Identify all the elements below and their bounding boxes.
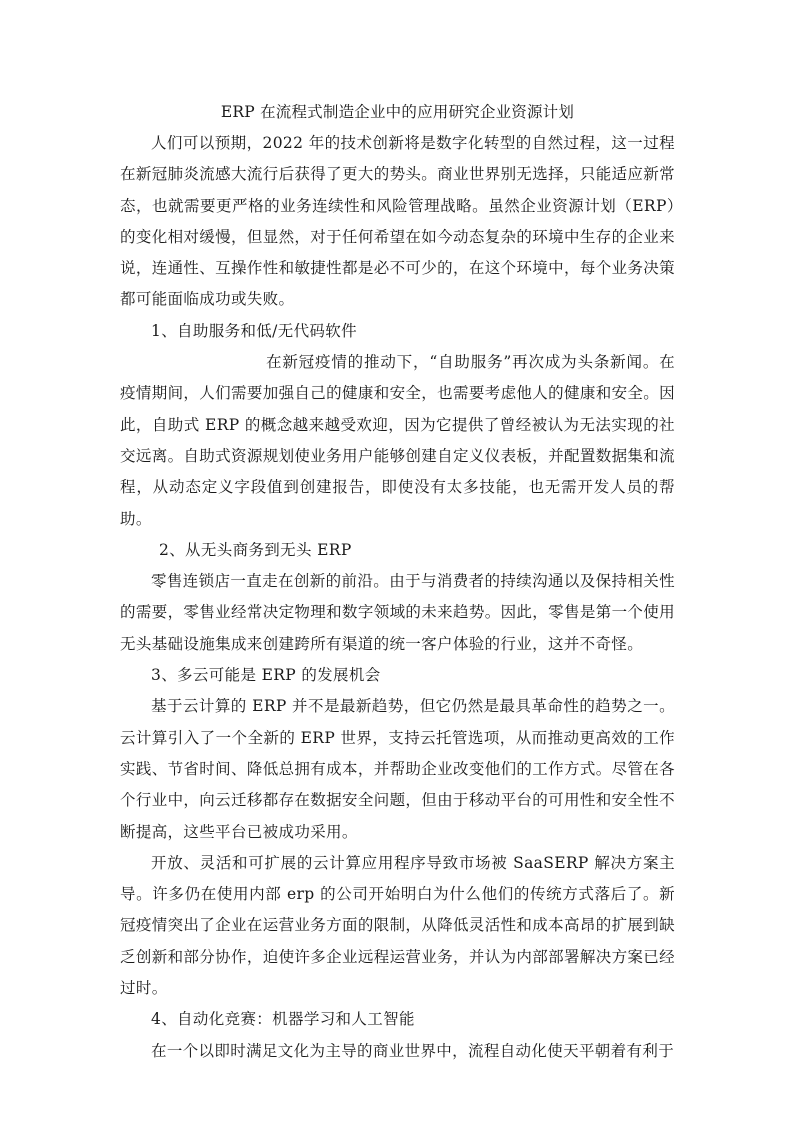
section-4-heading: 4、自动化竞赛：机器学习和人工智能 <box>151 1010 415 1029</box>
section-1-paragraph: 在新冠疫情的推动下，“自助服务”再次成为头条新闻。在疫情期间，人们需要加强自己的健康和安全，也需要考虑他人的健康和安全。因此，自助式 ERP 的概念越来越受欢迎，因为它提供了曾经被认为无法实现的社交远离。自助式资源规划使业务用户能够创建自定义仪表板，并配置数据集和流程，从动态定义字段值到创建报告，即使没有太多技能，也无需开发人员的帮助。 <box>120 353 675 528</box>
section-3-paragraph-1: 基于云计算的 ERP 并不是最新趋势，但它仍然是最具革命性的趋势之一。云计算引入了一个全新的 ERP 世界，支持云托管选项，从而推动更高效的工作实践、节省时间、降低总拥有成本，并帮助企业改变他们的工作方式。尽管在各个行业中，向云迁移都存在数据安全问题，但由于移动平台的可用性和安全性不断提高，这些平台已被成功采用。 <box>120 697 675 841</box>
section-2-paragraph: 零售连锁店一直走在创新的前沿。由于与消费者的持续沟通以及保持相关性的需要，零售业经常决定物理和数字领域的未来趋势。因此，零售是第一个使用无头基础设施集成来创建跨所有渠道的统一客户体验的行业，这并不奇怪。 <box>120 572 675 653</box>
document-page <box>120 98 675 1067</box>
section-3-paragraph-2: 开放、灵活和可扩展的云计算应用程序导致市场被 SaaSERP 解决方案主导。许多仍在使用内部 erp 的公司开始明白为什么他们的传统方式落后了。新冠疫情突出了企业在运营业务方面的限制，从降低灵活性和成本高昂的扩展到缺乏创新和部分协作，迫使许多企业远程运营业务，并认为内部部署解决方案已经过时。 <box>120 853 675 998</box>
intro-paragraph: 人们可以预期，2022 年的技术创新将是数字化转型的自然过程，这一过程在新冠肺炎流感大流行后获得了更大的势头。商业世界别无选择，只能适应新常态，也就需要更严格的业务连续性和风险管理战略。虽然企业资源计划（ERP）的变化相对缓慢，但显然，对于任何希望在如今动态复杂的环境中生存的企业来说，连通性、互操作性和敏捷性都是必不可少的，在这个环境中，每个业务决策都可能面临成功或失败。 <box>120 134 675 309</box>
section-2-heading: 2、从无头商务到无头 ERP <box>159 540 352 559</box>
section-1-heading: 1、自助服务和低/无代码软件 <box>151 321 357 340</box>
section-4-paragraph: 在一个以即时满足文化为主导的商业世界中，流程自动化使天平朝着有利于 <box>151 1041 675 1060</box>
document-title: ERP 在流程式制造企业中的应用研究企业资源计划 <box>220 103 575 121</box>
section-3-heading: 3、多云可能是 ERP 的发展机会 <box>151 666 381 685</box>
